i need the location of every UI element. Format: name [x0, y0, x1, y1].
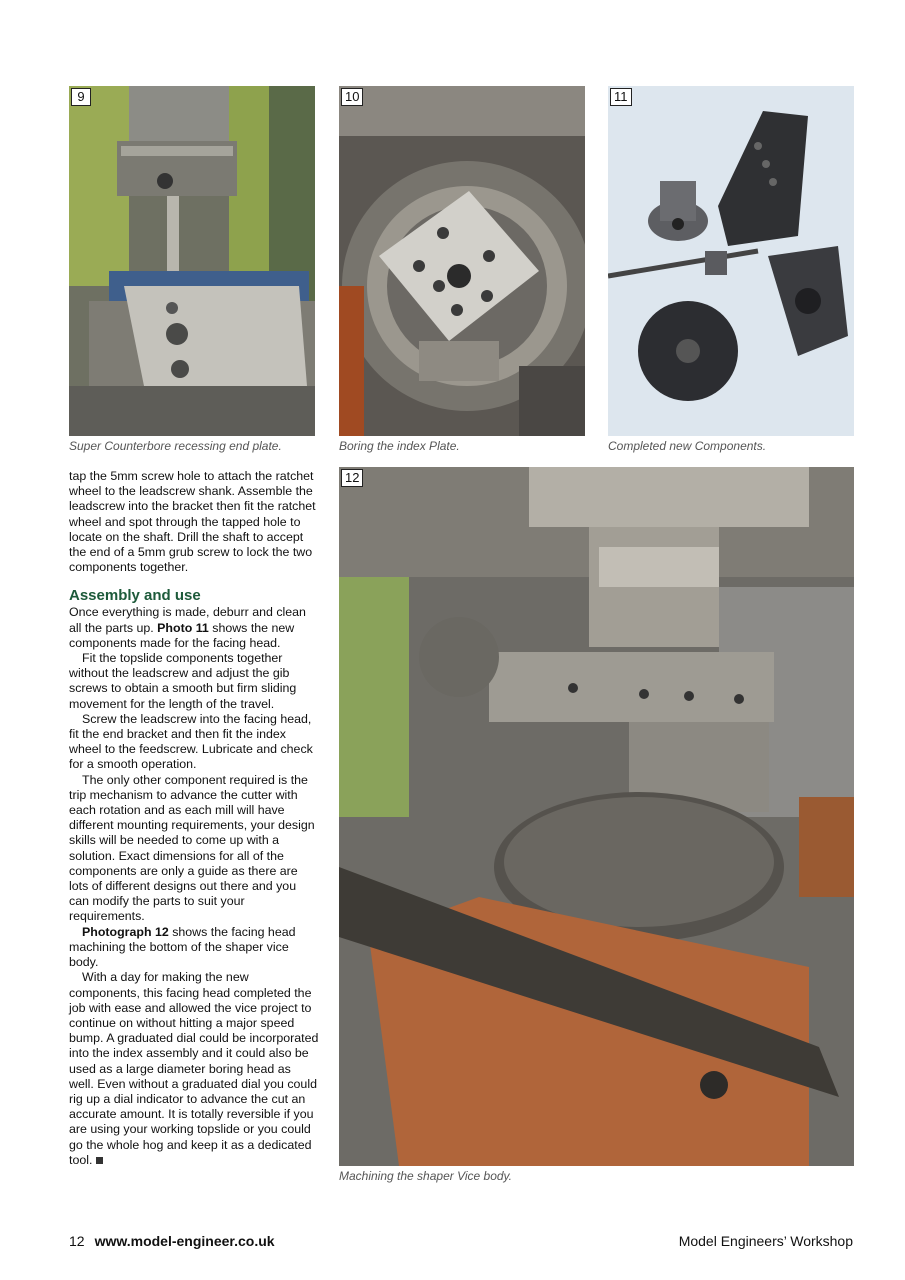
article-paragraph [69, 925, 319, 971]
photo-10-image [339, 86, 585, 436]
photo-10-number: 10 [341, 88, 363, 106]
article-paragraph: Fit the topslide components together without the leadscrew and adjust the gib screws to obtain a smooth but firm sliding movement for the length of the travel. [69, 651, 297, 711]
article-paragraph [69, 970, 319, 1168]
photo-reference: Photograph 12 [82, 924, 169, 939]
photo-12-number: 12 [341, 469, 363, 487]
photo-10 [339, 86, 585, 436]
photo-12-image [339, 467, 854, 1166]
paragraph-text: Once everything is made, deburr and clean all the parts up. [69, 605, 306, 635]
photo-12-caption: Machining the shaper Vice body. [339, 1169, 512, 1183]
paragraph-text: shows the new components made for the facing head. [69, 620, 295, 650]
magazine-title: Model Engineers’ Workshop [678, 1233, 853, 1249]
article-paragraph [69, 605, 319, 651]
section-heading: Assembly and use [69, 587, 201, 605]
page-number: 12 [69, 1233, 85, 1249]
photo-11 [608, 86, 854, 436]
article-paragraph: Screw the leadscrew into the facing head, fit the end bracket and then fit the index wheel to the feedscrew. Lubricate and check for a smooth operation. [69, 711, 313, 772]
paragraph-text: With a day for making the new components, this facing head completed the job with ease and allowed the vice project to continue on without hitting a major speed bump. A graduated dial could be incorporated into the index assembly and it could also be used as a large diameter boring head as well. Even without a graduated dial you could rig up a dial indicator to advance the cut an accurate amount. It is totally reversible if you are using your working topslide or you could go the whole hog and keep it as a dedicated tool. [69, 970, 319, 1167]
article-paragraph: The only other component required is the trip mechanism to advance the cutter with each rotation and as each mill will have different mounting requirements, your design skills will be needed to come up with a solution. Exact dimensions for all of the components are only a guide as there are lots of different designs out there and you can modify the parts to suit your requirements. [69, 772, 315, 924]
photo-11-caption: Completed new Components. [608, 439, 767, 453]
photo-9-number: 9 [71, 88, 91, 106]
photo-9-image [69, 86, 315, 436]
photo-9-caption: Super Counterbore recessing end plate. [69, 439, 282, 453]
website-link[interactable]: www.model-engineer.co.uk [94, 1233, 275, 1249]
photo-11-number: 11 [610, 88, 632, 106]
article-paragraph: tap the 5mm screw hole to attach the ratchet wheel to the leadscrew shank. Assemble the leadscrew into the bracket then fit the ratchet wheel and spot through the tapped hole to locate on the shaft. Drill the shaft to accept the end of a 5mm grub screw to lock the two components together. [69, 469, 316, 575]
photo-reference: Photo 11 [157, 620, 209, 635]
article-text [69, 469, 319, 1168]
photo-10-caption: Boring the index Plate. [339, 439, 460, 453]
paragraph-text: shows the facing head machining the bottom of the shaper vice body. [69, 924, 296, 970]
photo-11-image [608, 86, 854, 436]
photo-9 [69, 86, 315, 436]
end-mark-icon [96, 1157, 103, 1164]
photo-12 [339, 467, 854, 1166]
footer-left [69, 1233, 275, 1249]
